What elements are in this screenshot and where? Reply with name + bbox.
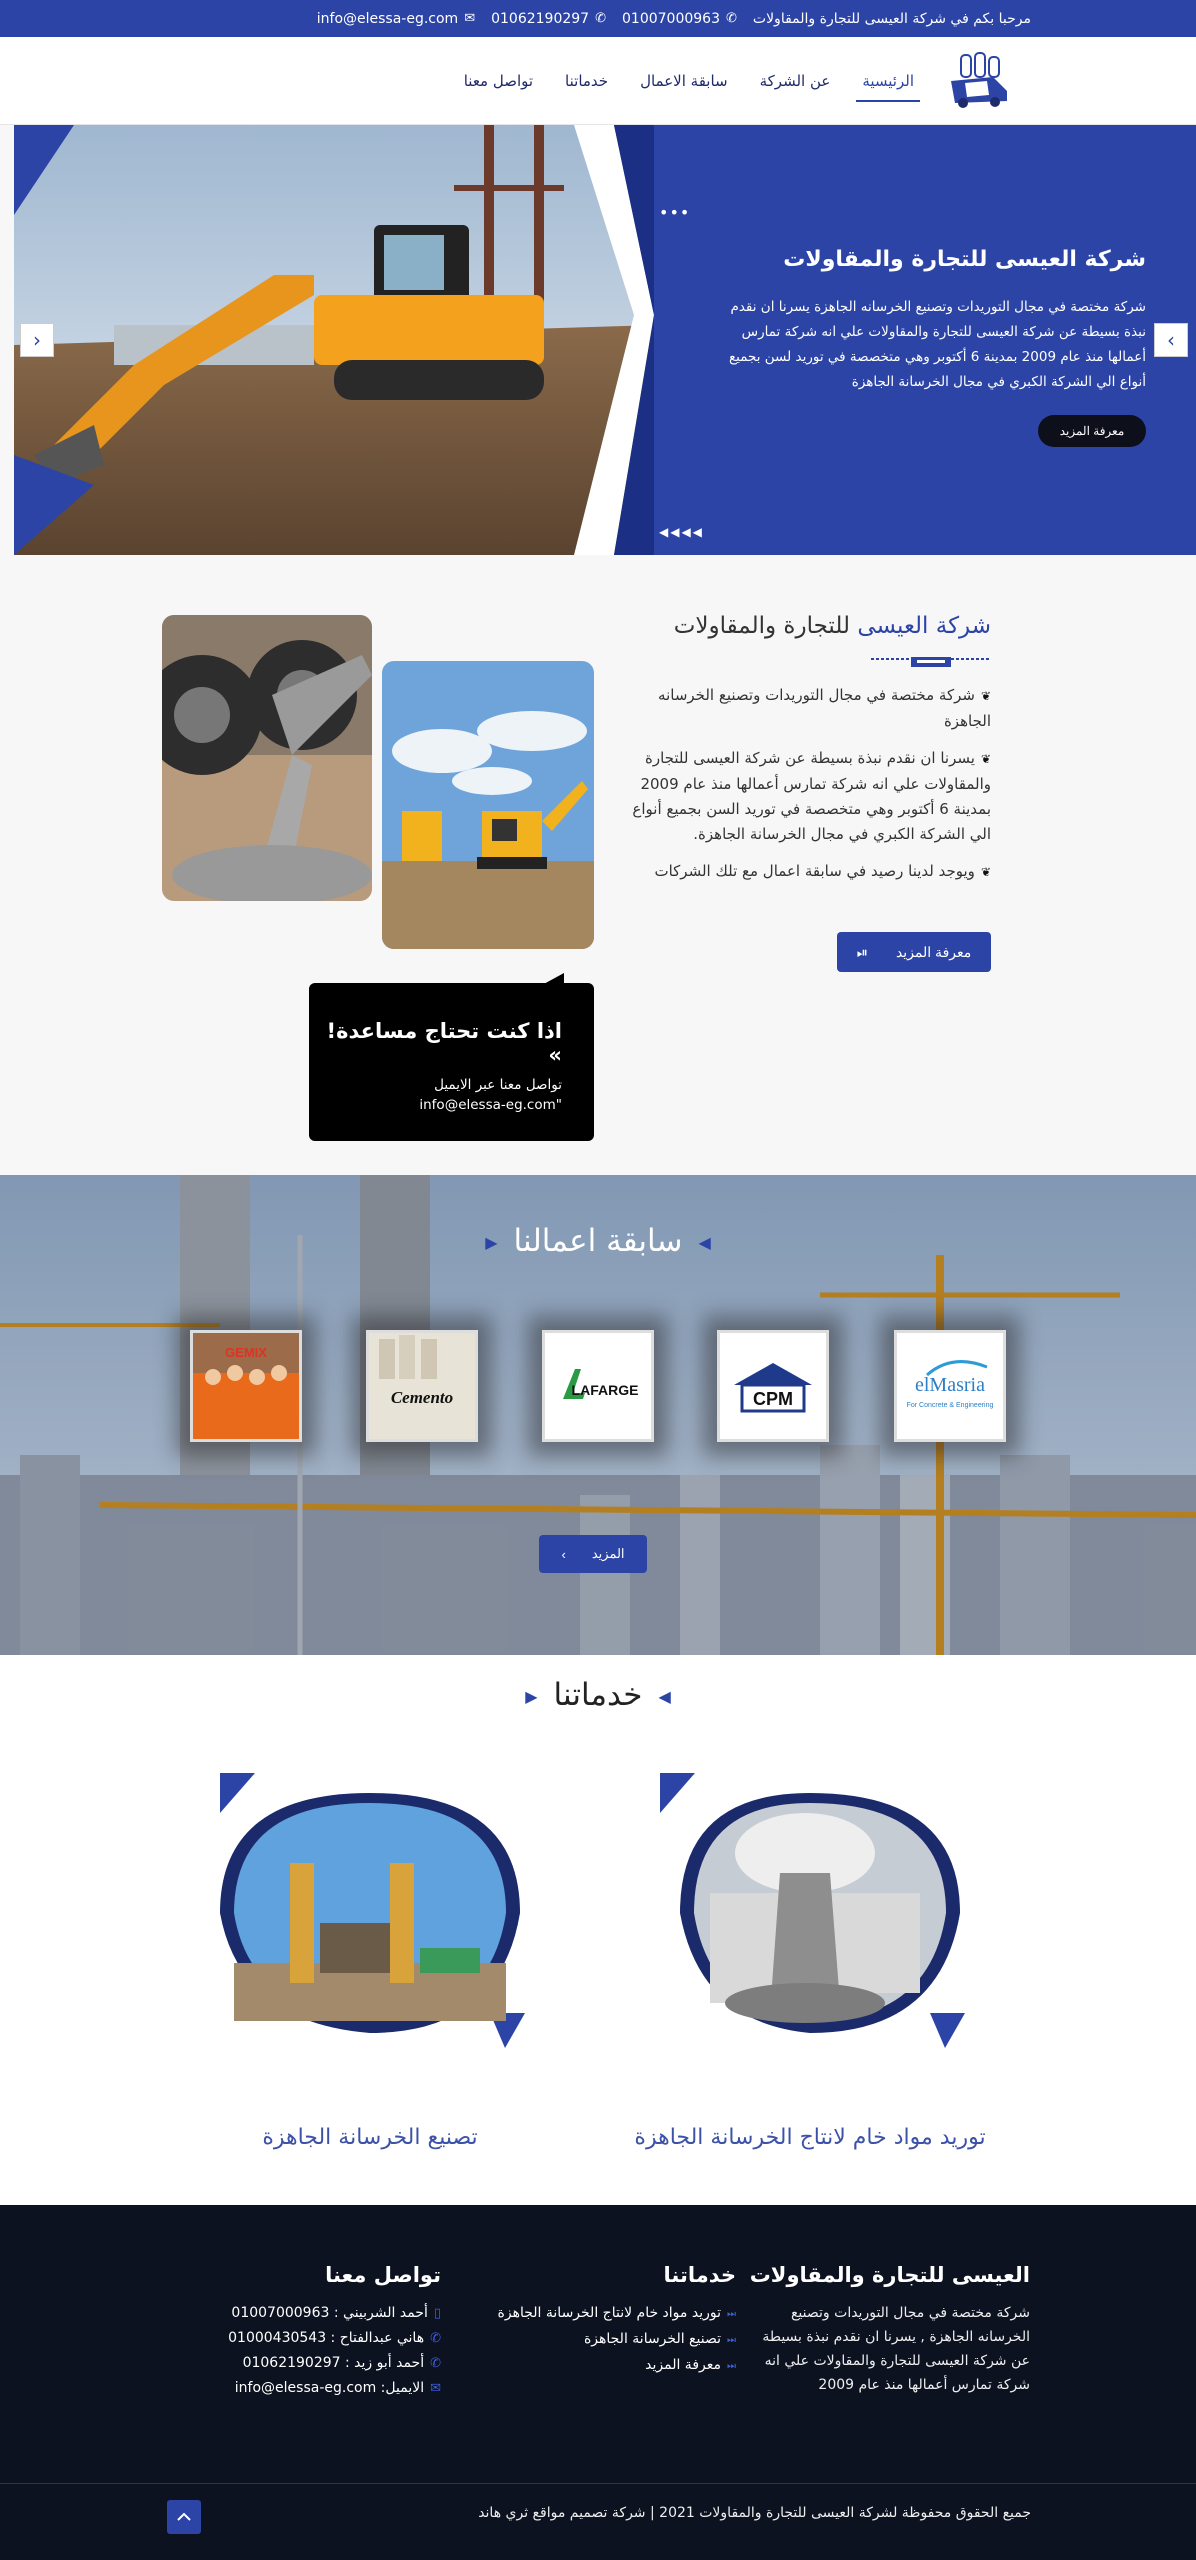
about-more-button[interactable] [837, 932, 991, 972]
play-icon: ⏯ [856, 943, 868, 960]
services-section [0, 1655, 1196, 2205]
about-title-brand: شركة العيسى [857, 613, 991, 639]
footer-service-text: معرفة المزيد [645, 2357, 721, 2373]
footer-service-link[interactable] [476, 2301, 736, 2327]
play-icon: ⏭ [727, 2361, 736, 2372]
about-point [616, 683, 991, 734]
back-to-top-button[interactable] [167, 2500, 201, 2534]
title-divider [871, 655, 991, 669]
hero-title: شركة العيسى للتجارة والمقاولات [783, 247, 1146, 272]
about-section [0, 555, 1196, 1175]
leaf-icon: ❦ [980, 752, 991, 766]
works-title-text: سابقة اعمالنا [513, 1223, 683, 1259]
footer-contact-title: تواصل معنا [325, 2263, 441, 2287]
footer-contact-text: هاني عبدالفتاح : 01000430543 [228, 2330, 425, 2346]
mail-icon: ✉ [464, 11, 476, 26]
mail-icon: ✉ [430, 2381, 441, 2396]
nav-about[interactable]: عن الشركة [759, 72, 831, 90]
services-title [0, 1677, 1196, 1713]
email-text: info@elessa-eg.com [316, 10, 459, 27]
about-point-text: يسرنا ان نقدم نبذة بسيطة عن شركة العيسى للتجارة والمقاولات علي انه شركة تمارس أعمالها منذ عام 2009 بمدينة 6 أكتوبر وهي متخصصة في توريد السن بجميع أنواع الي الشركة الكبري في مجال الخرسانة الجاهزة. [632, 749, 991, 843]
help-box [309, 983, 594, 1141]
triangle-right-icon: ▶ [525, 1687, 538, 1706]
footer-contact-item[interactable] [211, 2301, 441, 2326]
footer-contact-item[interactable] [211, 2376, 441, 2401]
hero-text: شركة مختصة في مجال التوريدات وتصنيع الخرسانه الجاهزة يسرنا ان نقدم نبذة بسيطة عن شركة العيسى للتجارة والمقاولات علي انه شركة تمارس أعمالها منذ عام 2009 بمدينة 6 أكتوبر وهي متخصصة في توريد لسن بجميع أنواع الي الشركة الكبري في مجال الخرسانة الجاهزة [728, 299, 1146, 390]
hero-slider [14, 125, 1196, 555]
nav-contact[interactable]: تواصل معنا [463, 72, 534, 90]
nav-works[interactable]: سابقة الاعمال [640, 72, 728, 90]
footer-contact-text: الايميل: info@elessa-eg.com [234, 2380, 425, 2396]
services-title-text: خدماتنا [553, 1677, 643, 1713]
top-bar [0, 0, 1196, 37]
hero-decoration-dots: ••• [659, 203, 691, 222]
works-more-button[interactable] [539, 1535, 647, 1573]
about-point-text: ويوجد لدينا رصيد في سابقة اعمال مع تلك الشركات [654, 862, 975, 880]
partner-name-cemento: Cemento [390, 1388, 454, 1407]
partner-name-cpm: CPM [753, 1389, 793, 1409]
footer [0, 2205, 1196, 2560]
notch-decoration [542, 973, 564, 985]
footer-contact [211, 2263, 441, 2401]
about-point-text: شركة مختصة في مجال التوريدات وتصنيع الخرسانه الجاهزة [658, 686, 991, 730]
triangle-left-icon: ◀ [698, 1233, 711, 1252]
footer-service-link[interactable] [476, 2353, 736, 2379]
partner-name-elmasria: elMasria [915, 1374, 985, 1396]
partner-logo-gemix[interactable] [190, 1330, 302, 1442]
welcome-text: مرحبا بكم في شركة العيسى للتجارة والمقاولات [752, 10, 1031, 27]
partner-name-gemix: GEMIX [225, 1345, 267, 1360]
phone-2[interactable] [491, 11, 606, 27]
chevron-right-icon: › [1167, 328, 1175, 352]
footer-contact-item[interactable] [211, 2326, 441, 2351]
arrow-up-icon [177, 2512, 191, 2522]
triangle-left-icon: ◀ [658, 1687, 671, 1706]
service-label-ready-mix[interactable]: تصنيع الخرسانة الجاهزة [262, 2125, 478, 2150]
construction-site-image [382, 661, 594, 949]
slider-next-button[interactable] [1154, 323, 1188, 357]
chevron-left-icon: › [561, 1546, 566, 1562]
partner-logo-cemento[interactable] [366, 1330, 478, 1442]
nav-home[interactable]: الرئيسية [862, 66, 914, 96]
play-icon: ⏭ [727, 2309, 736, 2320]
leaf-icon: ❦ [980, 865, 991, 879]
partner-sub-elmasria: For Concrete & Engineering [906, 1402, 994, 1409]
footer-about-text: شركة مختصة في مجال التوريدات وتصنيع الخرسانه الجاهزة , يسرنا ان نقدم نبذة بسيطة عن شركة العيسى للتجارة والمقاولات علي انه شركة تمارس أعمالها منذ عام 2009 [762, 2305, 1030, 2393]
about-point [616, 859, 991, 885]
about-more-label: معرفة المزيد [895, 943, 972, 960]
about-title [674, 613, 991, 639]
footer-service-link[interactable] [476, 2327, 736, 2353]
partner-logo-cpm[interactable] [717, 1330, 829, 1442]
phone-icon: ✆ [725, 11, 737, 26]
site-logo[interactable] [947, 51, 1011, 111]
phone-icon: ✆ [430, 2356, 441, 2371]
footer-about-title: العيسى للتجارة والمقاولات [749, 2263, 1030, 2287]
mobile-icon: ▯ [433, 2306, 441, 2321]
about-points [616, 683, 991, 897]
service-image-raw-materials[interactable] [640, 1763, 980, 2063]
main-nav [464, 37, 914, 125]
phone-icon: ✆ [430, 2331, 441, 2346]
footer-contact-text: أحمد الشربيني : 01007000963 [231, 2305, 428, 2321]
leaf-icon: ❦ [980, 689, 991, 703]
phone-1[interactable] [622, 11, 737, 27]
footer-contact-item[interactable] [211, 2351, 441, 2376]
nav-services[interactable]: خدماتنا [565, 72, 609, 90]
service-label-raw-materials[interactable]: توريد مواد خام لانتاج الخرسانة الجاهزة [634, 2125, 986, 2150]
partner-logo-lafarge[interactable] [542, 1330, 654, 1442]
footer-service-text: تصنيع الخرسانة الجاهزة [583, 2331, 721, 2347]
works-more-label: المزيد [591, 1546, 625, 1561]
copyright-text: جميع الحقوق محفوظة لشركة العيسى للتجارة والمقاولات 2021 | شركة تصميم مواقع ثري هاند [478, 2505, 1031, 2521]
footer-contact-text: أحمد أبو زيد : 01062190297 [242, 2355, 425, 2371]
works-section [0, 1175, 1196, 1655]
phone-1-text: 01007000963 [622, 10, 720, 27]
chevron-left-icon: ‹ [33, 328, 41, 352]
about-title-rest: للتجارة والمقاولات [673, 613, 858, 639]
phone-2-text: 01062190297 [491, 10, 590, 27]
hero-more-button[interactable]: معرفة المزيد [1038, 415, 1146, 447]
hero-excavator-image [14, 125, 654, 555]
about-point [616, 746, 991, 847]
header [0, 37, 1196, 125]
partner-name-lafarge: LAFARGE [571, 1382, 639, 1398]
help-line: تواصل معنا عبر الايميل [434, 1077, 562, 1093]
footer-services [476, 2263, 736, 2379]
slider-prev-button[interactable] [20, 323, 54, 357]
concrete-pouring-image [162, 615, 372, 901]
triangle-right-icon: ▶ [485, 1233, 498, 1252]
footer-about [740, 2263, 1030, 2397]
hero-arrows-decoration: ◀◀◀◀ [659, 525, 704, 539]
service-image-ready-mix[interactable] [200, 1763, 540, 2063]
help-title: اذا كنت تحتاج مساعدة! » [326, 1019, 562, 1067]
email-link[interactable] [317, 11, 475, 27]
footer-services-title: خدماتنا [663, 2263, 736, 2287]
play-icon: ⏭ [727, 2335, 736, 2346]
help-email[interactable]: "info@elessa-eg.com [419, 1097, 562, 1113]
footer-service-text: توريد مواد خام لانتاج الخرسانة الجاهزة [497, 2305, 721, 2321]
works-title [0, 1223, 1196, 1259]
partner-logo-elmasria[interactable] [894, 1330, 1006, 1442]
footer-divider [0, 2483, 1196, 2484]
phone-icon: ✆ [595, 11, 606, 26]
